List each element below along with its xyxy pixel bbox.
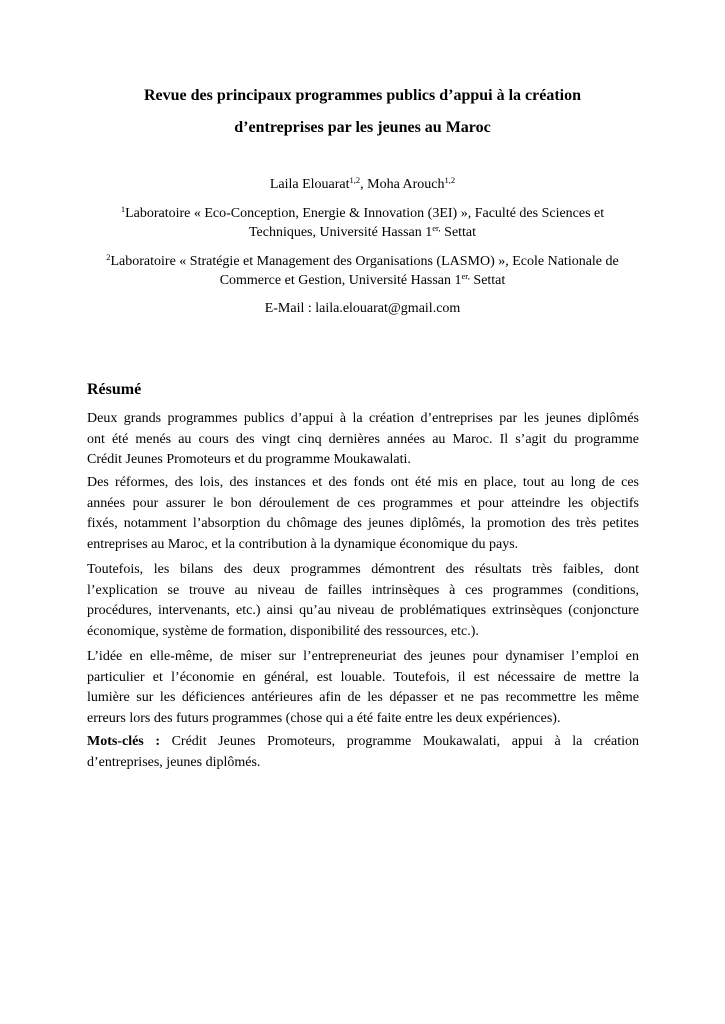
affiliation-city: Settat	[440, 225, 477, 240]
keywords-line: d’entreprises, jeunes diplômés.	[87, 754, 261, 770]
paragraph-line: particulier et l’économie en général, est louable. Toutefois, il est nécessaire de mettre la	[87, 669, 639, 685]
affiliation-text: Commerce et Gestion, Université Hassan 1	[219, 273, 462, 288]
affiliation-marker: 2	[106, 252, 111, 262]
paper-title-line-2: d’entreprises par les jeunes au Maroc	[234, 119, 491, 136]
paragraph-line: lumière sur les déficiences antérieures afin de les dépasser et ne pas recommettre les même	[87, 690, 639, 705]
contact-email: E-Mail : laila.elouarat@gmail.com	[264, 301, 461, 316]
paragraph-line: l’explication se trouve au niveau de failles intrinsèques à ces programmes (conditions,	[87, 582, 639, 598]
paragraph-line: entreprises au Maroc, et la contribution à la dynamique économique du pays.	[87, 536, 519, 552]
keywords-label: Mots-clés :	[87, 734, 160, 749]
paragraph-line: Des réformes, des lois, des instances et des fonds ont été mis en place, tout au long de ces	[87, 475, 639, 490]
keywords	[87, 732, 639, 773]
paragraph-line: économique, système de formation, disponibilité des ressources, etc.).	[87, 623, 479, 639]
author-name: Moha Arouch	[367, 177, 445, 192]
paragraph-line: années pour assurer le bon déroulement de ces programmes et pour atteindre les objectifs	[87, 495, 639, 511]
paragraph-line: ont été menés au cours des vingt cinq dernières années au Maroc. Il s’agit du programme	[87, 431, 639, 447]
abstract-heading: Résumé	[87, 381, 142, 398]
paper-title-line-1: Revue des principaux programmes publics d’appui à la création	[143, 87, 582, 104]
affiliation-1-line-1	[60, 205, 665, 223]
author-list	[60, 176, 665, 194]
abstract-paragraph-3	[87, 560, 639, 642]
affiliation-text: Techniques, Université Hassan 1	[248, 225, 433, 240]
abstract-paragraph-2	[87, 473, 639, 555]
affiliation-2-line-2	[60, 272, 665, 290]
paragraph-line: fixés, notamment l’absorption du chômage des jeunes diplômés, la promotion des très petites	[87, 516, 639, 531]
author-affiliation-marker: 1,2	[444, 175, 456, 185]
paragraph-line: Crédit Jeunes Promoteurs et du programme Moukawalati.	[87, 452, 411, 467]
abstract-paragraph-4	[87, 647, 639, 729]
paragraph-line: Deux grands programmes publics d’appui à la création d’entreprises par les jeunes diplômés	[87, 411, 639, 426]
affiliation-marker: 1	[120, 204, 126, 214]
affiliation-text: Laboratoire « Eco-Conception, Energie & Innovation (3EI) », Faculté des Sciences et	[125, 206, 605, 221]
keywords-text: Crédit Jeunes Promoteurs, programme Moukawalati, appui à la création	[171, 734, 640, 749]
affiliation-text: Laboratoire « Stratégie et Management des Organisations (LASMO) », Ecole Nationale de	[110, 254, 619, 269]
abstract-paragraph-1	[87, 409, 639, 471]
ordinal-suffix: er,	[461, 271, 470, 281]
paragraph-line: Toutefois, les bilans des deux programmes démontrent des résultats très faibles, dont	[87, 562, 639, 577]
author-separator: ,	[360, 177, 368, 192]
paragraph-line: L’idée en elle-même, de miser sur l’entrepreneuriat des jeunes pour dynamiser l’emploi en	[87, 649, 639, 664]
affiliation-city: Settat	[469, 273, 506, 288]
affiliation-2-line-1	[60, 253, 665, 271]
paragraph-line: erreurs lors des futurs programmes (chose qui a été faite entre les deux expériences).	[87, 710, 561, 726]
ordinal-suffix: er,	[432, 223, 441, 233]
paragraph-line: procédures, intervenants, etc.) ainsi qu’au niveau de problématiques extrinsèques (conjoncture	[87, 603, 639, 618]
affiliation-1-line-2	[60, 224, 665, 242]
author-affiliation-marker: 1,2	[349, 175, 361, 185]
author-name: Laila Elouarat	[269, 177, 350, 192]
keywords-line	[87, 732, 639, 753]
